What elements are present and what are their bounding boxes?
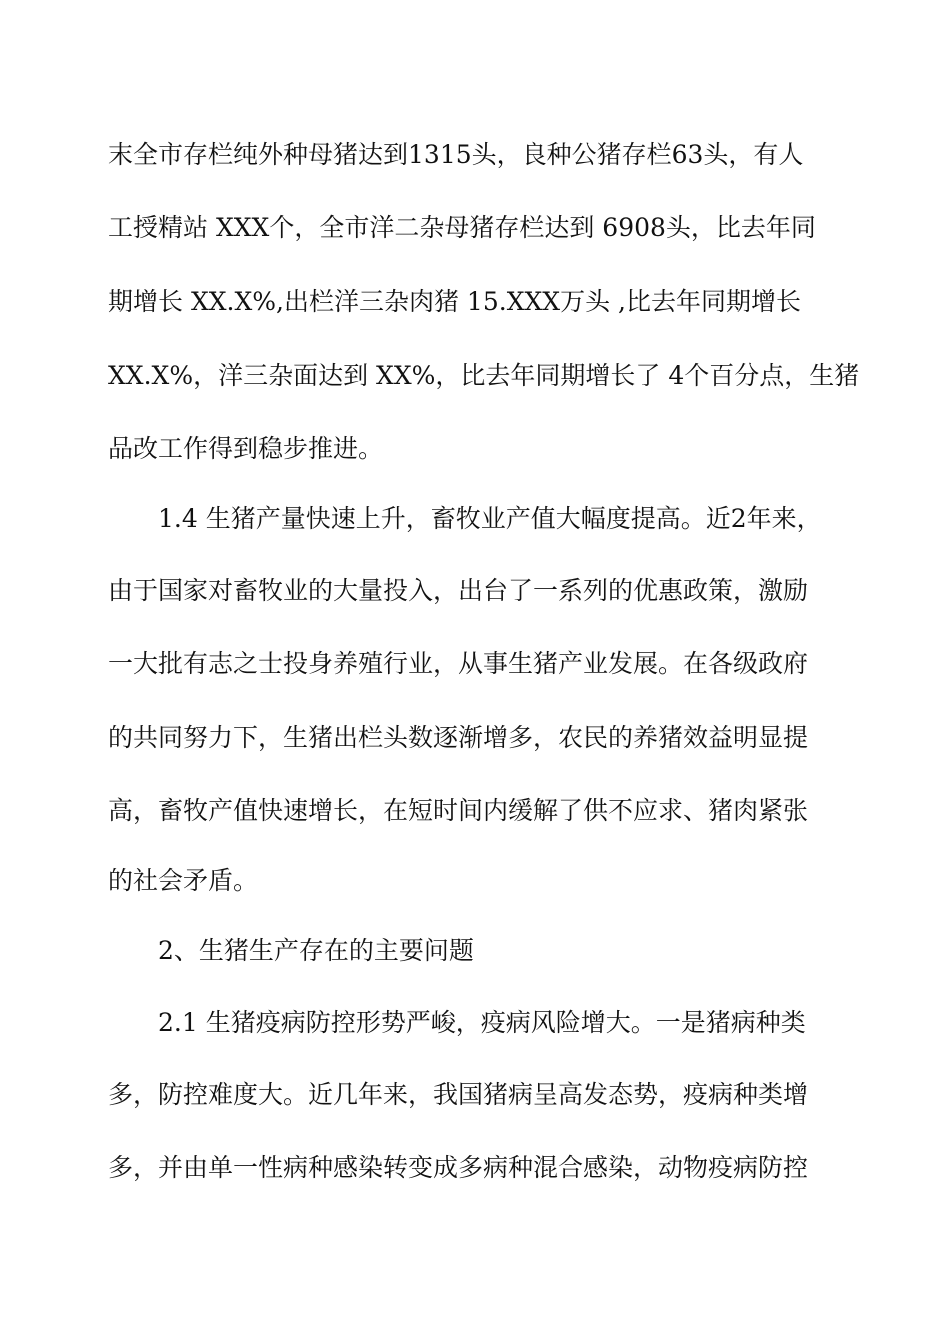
text-line: 多，并由单一性病种感染转变成多病种混合感染，动物疫病防控: [108, 1153, 809, 1182]
section-heading-1-4: 1.4 生猪产量快速上升，畜牧业产值大幅度提高。近2年来，: [158, 504, 822, 533]
section-heading-2: 2、生猪生产存在的主要问题: [158, 936, 474, 965]
text-line: XX.X%，洋三杂面达到 XX%，比去年同期增长了 4个百分点，生猪: [108, 361, 860, 390]
section-heading-2-1: 2.1 生猪疫病防控形势严峻，疫病风险增大。一是猪病种类: [158, 1008, 806, 1037]
text-line: 多，防控难度大。近几年来，我国猪病呈高发态势，疫病种类增: [108, 1080, 809, 1109]
text-line: 期增长 XX.X%,出栏洋三杂肉猪 15.XXX万头 ,比去年同期增长: [108, 287, 801, 316]
text-line: 的共同努力下，生猪出栏头数逐渐增多，农民的养猪效益明显提: [108, 723, 809, 752]
text-line: 的社会矛盾。: [108, 866, 259, 895]
text-line: 末全市存栏纯外种母猪达到1315头，良种公猪存栏63头，有人: [108, 140, 804, 169]
text-line: 工授精站 XXX个，全市洋二杂母猪存栏达到 6908头，比去年同: [108, 213, 816, 242]
text-line: 高，畜牧产值快速增长，在短时间内缓解了供不应求、猪肉紧张: [108, 796, 809, 825]
text-line: 一大批有志之士投身养殖行业，从事生猪产业发展。在各级政府: [108, 649, 809, 678]
text-line: 品改工作得到稳步推进。: [108, 434, 384, 463]
text-line: 由于国家对畜牧业的大量投入，出台了一系列的优惠政策，激励: [108, 576, 809, 605]
